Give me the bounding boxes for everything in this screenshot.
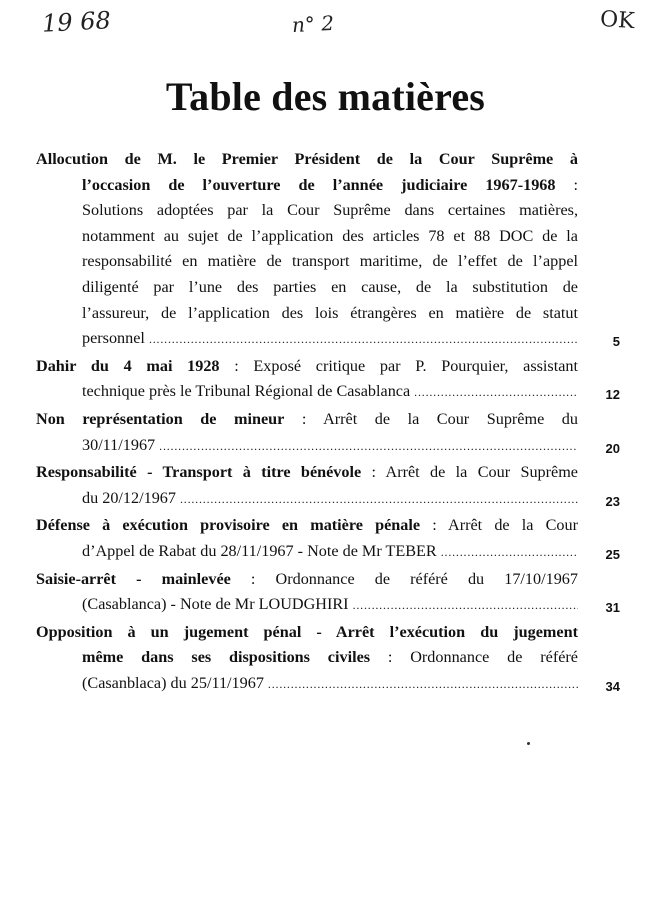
toc-entry-last-line bbox=[36, 379, 578, 406]
toc-line-segment-0: notamment au sujet de l’application des articles 78 et 88 DOC de la bbox=[82, 226, 578, 245]
toc-last-segment-0: personnel bbox=[82, 329, 145, 348]
toc-last-segment-0: du 20/12/1967 bbox=[82, 488, 176, 507]
dot-leader bbox=[414, 379, 578, 406]
toc-entry-line bbox=[36, 354, 578, 380]
toc-entry-last-line bbox=[36, 539, 578, 566]
toc-line-segment-1: : Arrêt de la Cour Suprême du bbox=[284, 409, 578, 428]
toc-last-segment-0: (Casablanca) - Note de Mr LOUDGHIRI bbox=[82, 595, 349, 614]
toc-line-segment-0: diligenté par l’une des parties en cause, de la substitution de bbox=[82, 277, 578, 296]
toc-last-segment-0: technique près le Tribunal Régional de Casablanca bbox=[82, 382, 411, 401]
page-number: 20 bbox=[605, 440, 620, 456]
toc-line-segment-0: Dahir du 4 mai 1928 bbox=[36, 356, 220, 375]
page-title: Table des matières bbox=[165, 73, 486, 119]
toc-entry-text bbox=[82, 486, 176, 512]
page-number: 12 bbox=[605, 387, 620, 403]
toc-entry-line bbox=[36, 224, 578, 250]
toc-line-segment-1: : bbox=[555, 175, 578, 194]
toc-entry-text bbox=[82, 379, 410, 405]
toc-line-segment-0: responsabilité en matière de transport maritime, de l’effet de l’appel bbox=[82, 252, 578, 271]
dot-leader bbox=[268, 671, 578, 698]
toc-line-segment-1: : Ordonnance de référé bbox=[370, 648, 578, 667]
toc-entry-text bbox=[82, 326, 145, 352]
toc-last-segment-0: d’Appel de Rabat du 28/11/1967 - Note de Mr TEBER bbox=[82, 541, 437, 560]
page-number: 25 bbox=[605, 546, 620, 562]
toc-line-segment-1: : Arrêt de la Cour bbox=[420, 516, 578, 535]
toc-entry-last-line bbox=[36, 486, 578, 513]
dot-leader bbox=[149, 326, 578, 353]
toc-entry-last-line bbox=[36, 433, 578, 460]
toc-entry-line bbox=[36, 249, 578, 275]
dot-leader bbox=[159, 433, 578, 460]
toc-line-segment-0: l’assureur, de l’application des lois étrangères en matière de statut bbox=[82, 303, 578, 322]
toc-entry-text bbox=[82, 671, 264, 697]
scan-speck bbox=[527, 742, 530, 745]
toc-entry bbox=[36, 620, 620, 698]
table-of-contents bbox=[36, 147, 620, 697]
toc-line-segment-0: Allocution de M. le Premier Président de la Cour Suprême à bbox=[36, 150, 578, 168]
toc-line-segment-0: Non représentation de mineur bbox=[36, 409, 285, 428]
toc-entry-line bbox=[36, 147, 578, 173]
toc-line-segment-0: Opposition à un jugement pénal - Arrêt l’exécution du jugement bbox=[36, 622, 578, 641]
toc-line-segment-0: même dans ses dispositions civiles bbox=[82, 648, 371, 667]
toc-entry-line bbox=[36, 460, 578, 486]
toc-entry bbox=[36, 407, 620, 459]
handwritten-year-note: 19 68 bbox=[41, 6, 112, 38]
toc-entry-line bbox=[36, 173, 578, 199]
toc-entry-line bbox=[36, 407, 578, 433]
toc-line-segment-0: Responsabilité - Transport à titre bénévole bbox=[36, 463, 362, 482]
toc-entry-line bbox=[36, 567, 578, 593]
toc-entry-line bbox=[36, 275, 578, 301]
toc-entry-line bbox=[36, 198, 578, 224]
toc-entry bbox=[36, 513, 620, 565]
toc-entry-text bbox=[82, 433, 155, 459]
toc-entry-last-line bbox=[36, 671, 578, 698]
page-number: 23 bbox=[605, 493, 620, 509]
toc-line-segment-1: : Exposé critique par P. Pourquier, assistant bbox=[219, 356, 578, 375]
handwritten-ok-note: OK bbox=[599, 6, 636, 35]
toc-entry-line bbox=[36, 513, 578, 539]
toc-line-segment-1: : Ordonnance de référé du 17/10/1967 bbox=[230, 569, 578, 588]
toc-entry-text bbox=[82, 592, 349, 618]
toc-entry-line bbox=[36, 301, 578, 327]
toc-line-segment-0: Solutions adoptées par la Cour Suprême dans certaines matières, bbox=[82, 201, 578, 220]
toc-entry bbox=[36, 460, 620, 512]
toc-entry bbox=[36, 354, 620, 406]
toc-line-segment-0: Saisie-arrêt - mainlevée bbox=[36, 569, 231, 588]
toc-last-segment-0: (Casanblaca) du 25/11/1967 bbox=[82, 673, 264, 692]
toc-last-segment-0: 30/11/1967 bbox=[82, 435, 156, 454]
dot-leader bbox=[353, 592, 578, 619]
page-number: 31 bbox=[605, 600, 620, 616]
toc-entry bbox=[36, 147, 620, 353]
toc-line-segment-0: Défense à exécution provisoire en matière pénale bbox=[36, 516, 421, 535]
page-number: 5 bbox=[612, 334, 620, 350]
toc-line-segment-0: l’occasion de l’ouverture de l’année judiciaire 1967-1968 bbox=[82, 175, 556, 194]
toc-entry bbox=[36, 567, 620, 619]
toc-line-segment-1: : Arrêt de la Cour Suprême bbox=[361, 463, 578, 482]
toc-entry-line bbox=[36, 620, 578, 646]
handwritten-number-note: n° 2 bbox=[291, 10, 335, 38]
toc-entry-line bbox=[36, 645, 578, 671]
dot-leader bbox=[180, 486, 578, 513]
toc-entry-last-line bbox=[36, 326, 578, 353]
dot-leader bbox=[441, 539, 578, 566]
toc-entry-last-line bbox=[36, 592, 578, 619]
toc-entry-text bbox=[82, 539, 437, 565]
page-number: 34 bbox=[605, 678, 620, 694]
